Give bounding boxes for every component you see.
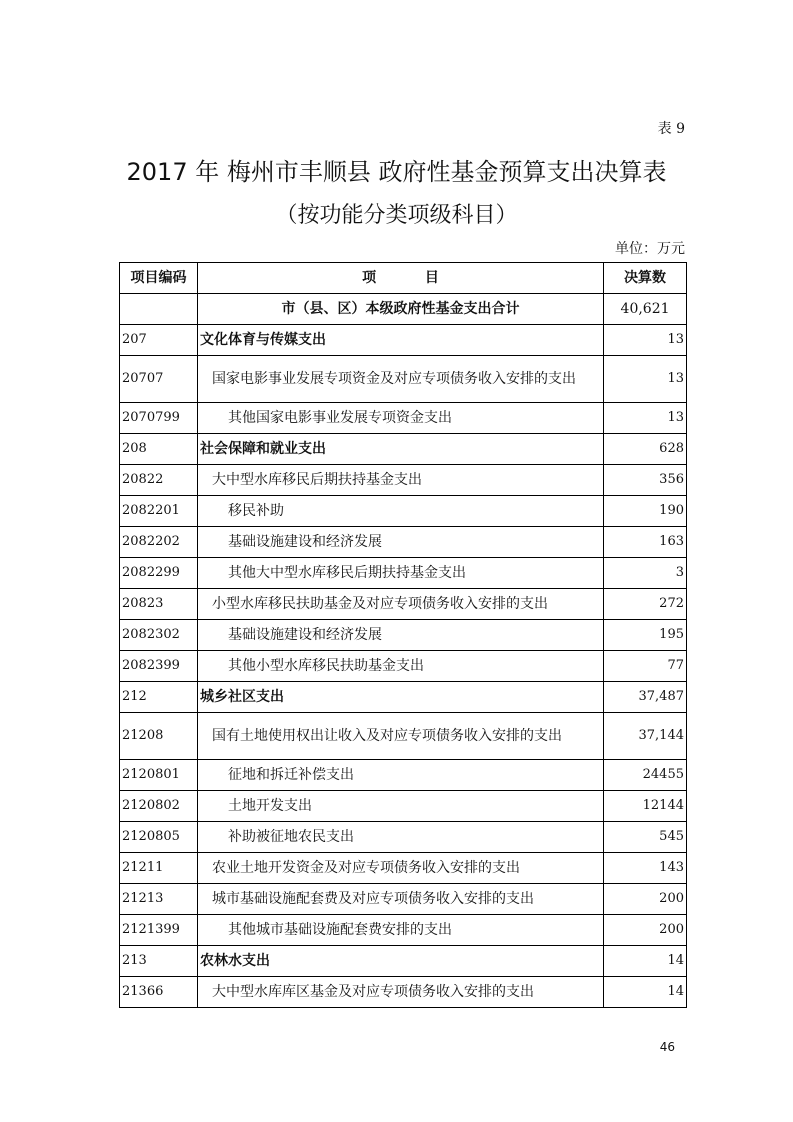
unit-label: 单位：万元 bbox=[615, 241, 685, 257]
row-amount: 195 bbox=[604, 620, 687, 651]
page-title: 2017 年 梅州市丰顺县 政府性基金预算支出决算表 bbox=[126, 158, 667, 186]
row-name: 其他小型水库移民扶助基金支出 bbox=[197, 651, 603, 682]
row-amount: 77 bbox=[604, 651, 687, 682]
row-code: 208 bbox=[120, 434, 198, 465]
row-name: 征地和拆迁补偿支出 bbox=[197, 760, 603, 791]
row-amount: 545 bbox=[604, 822, 687, 853]
row-code: 21366 bbox=[120, 977, 198, 1008]
table-row bbox=[120, 356, 687, 403]
row-code: 21213 bbox=[120, 884, 198, 915]
table-row bbox=[120, 915, 687, 946]
row-amount: 14 bbox=[604, 977, 687, 1008]
row-amount: 628 bbox=[604, 434, 687, 465]
table-number: 表 9 bbox=[657, 121, 685, 137]
row-code: 21208 bbox=[120, 713, 198, 760]
row-amount: 13 bbox=[604, 403, 687, 434]
page-subtitle: （按功能分类项级科目） bbox=[275, 203, 518, 228]
row-code: 2120801 bbox=[120, 760, 198, 791]
row-amount: 13 bbox=[604, 325, 687, 356]
table-row bbox=[120, 791, 687, 822]
row-amount: 37,144 bbox=[604, 713, 687, 760]
row-amount: 143 bbox=[604, 853, 687, 884]
row-amount: 356 bbox=[604, 465, 687, 496]
row-amount: 163 bbox=[604, 527, 687, 558]
table-row bbox=[120, 822, 687, 853]
table-row bbox=[120, 465, 687, 496]
total-code-cell bbox=[120, 294, 198, 325]
row-name: 土地开发支出 bbox=[197, 791, 603, 822]
row-name: 其他大中型水库移民后期扶持基金支出 bbox=[197, 558, 603, 589]
row-name: 国有土地使用权出让收入及对应专项债务收入安排的支出 bbox=[197, 713, 603, 760]
row-code: 2082202 bbox=[120, 527, 198, 558]
row-name: 农业土地开发资金及对应专项债务收入安排的支出 bbox=[197, 853, 603, 884]
row-amount: 12144 bbox=[604, 791, 687, 822]
row-name: 城市基础设施配套费及对应专项债务收入安排的支出 bbox=[197, 884, 603, 915]
row-name: 大中型水库库区基金及对应专项债务收入安排的支出 bbox=[197, 977, 603, 1008]
table-row bbox=[120, 853, 687, 884]
row-code: 20823 bbox=[120, 589, 198, 620]
row-name: 基础设施建设和经济发展 bbox=[197, 527, 603, 558]
row-amount: 24455 bbox=[604, 760, 687, 791]
row-name: 小型水库移民扶助基金及对应专项债务收入安排的支出 bbox=[197, 589, 603, 620]
row-code: 2121399 bbox=[120, 915, 198, 946]
header-code: 项目编码 bbox=[120, 263, 198, 294]
row-amount: 14 bbox=[604, 946, 687, 977]
row-amount: 272 bbox=[604, 589, 687, 620]
row-amount: 13 bbox=[604, 356, 687, 403]
table-row bbox=[120, 651, 687, 682]
table-row bbox=[120, 558, 687, 589]
table-row bbox=[120, 403, 687, 434]
row-name: 补助被征地农民支出 bbox=[197, 822, 603, 853]
row-code: 2082299 bbox=[120, 558, 198, 589]
row-name: 大中型水库移民后期扶持基金支出 bbox=[197, 465, 603, 496]
table-row bbox=[120, 682, 687, 713]
row-code: 2082201 bbox=[120, 496, 198, 527]
row-code: 2120802 bbox=[120, 791, 198, 822]
row-name: 农林水支出 bbox=[197, 946, 603, 977]
row-amount: 190 bbox=[604, 496, 687, 527]
row-code: 212 bbox=[120, 682, 198, 713]
row-code: 2082399 bbox=[120, 651, 198, 682]
row-name: 城乡社区支出 bbox=[197, 682, 603, 713]
total-amount: 40,621 bbox=[604, 294, 687, 325]
table-row bbox=[120, 760, 687, 791]
row-name: 文化体育与传媒支出 bbox=[197, 325, 603, 356]
table-row bbox=[120, 325, 687, 356]
expenditure-table bbox=[119, 262, 687, 1008]
row-code: 20822 bbox=[120, 465, 198, 496]
row-code: 213 bbox=[120, 946, 198, 977]
header-row bbox=[120, 263, 687, 294]
table-row bbox=[120, 496, 687, 527]
row-code: 2120805 bbox=[120, 822, 198, 853]
page-number: 46 bbox=[659, 1040, 675, 1054]
row-name: 国家电影事业发展专项资金及对应专项债务收入安排的支出 bbox=[197, 356, 603, 403]
row-name: 其他城市基础设施配套费安排的支出 bbox=[197, 915, 603, 946]
row-amount: 200 bbox=[604, 915, 687, 946]
table-row bbox=[120, 434, 687, 465]
row-amount: 37,487 bbox=[604, 682, 687, 713]
table-row bbox=[120, 527, 687, 558]
row-amount: 3 bbox=[604, 558, 687, 589]
total-row bbox=[120, 294, 687, 325]
table-row bbox=[120, 589, 687, 620]
total-label: 市（县、区）本级政府性基金支出合计 bbox=[197, 294, 603, 325]
row-code: 207 bbox=[120, 325, 198, 356]
row-name: 社会保障和就业支出 bbox=[197, 434, 603, 465]
table-row bbox=[120, 713, 687, 760]
table-row bbox=[120, 977, 687, 1008]
row-name: 其他国家电影事业发展专项资金支出 bbox=[197, 403, 603, 434]
table-row bbox=[120, 946, 687, 977]
row-code: 20707 bbox=[120, 356, 198, 403]
row-code: 2070799 bbox=[120, 403, 198, 434]
header-amount: 决算数 bbox=[604, 263, 687, 294]
row-name: 基础设施建设和经济发展 bbox=[197, 620, 603, 651]
row-code: 21211 bbox=[120, 853, 198, 884]
row-amount: 200 bbox=[604, 884, 687, 915]
row-code: 2082302 bbox=[120, 620, 198, 651]
row-name: 移民补助 bbox=[197, 496, 603, 527]
header-item: 项 目 bbox=[197, 263, 603, 294]
table-row bbox=[120, 884, 687, 915]
table-row bbox=[120, 620, 687, 651]
